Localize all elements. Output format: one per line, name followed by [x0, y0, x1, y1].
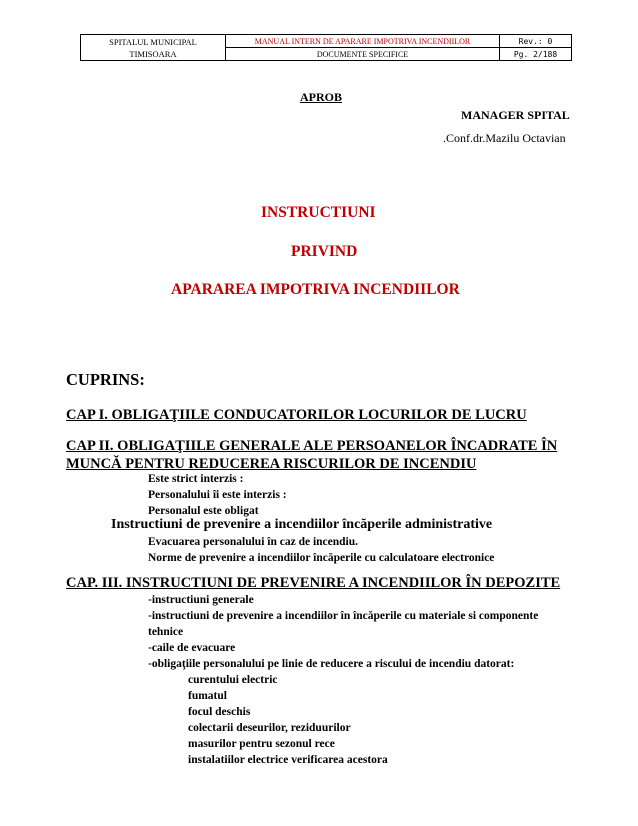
document-type: DOCUMENTE SPECIFICE: [316, 49, 409, 59]
manual-title: MANUAL INTERN DE APARARE IMPOTRIVA INCENDIILOR: [226, 35, 499, 48]
toc-item: Personalul este obligat: [148, 505, 259, 517]
toc-subitem: colectarii deseurilor, reziduurilor: [188, 722, 351, 734]
manager-title: MANAGER SPITAL: [461, 108, 570, 122]
page-number: Pg. 2/188: [513, 49, 558, 59]
title-line-2: PRIVIND: [291, 243, 358, 260]
toc-chapter-2-line-1: CAP II. OBLIGAŢIILE GENERALE ALE PERSOANELOR ÎNCADRATE ÎN: [66, 438, 558, 454]
title-line-3: APARAREA IMPOTRIVA INCENDIILOR: [171, 281, 460, 298]
toc-item: tehnice: [148, 626, 184, 638]
title-line-1: INSTRUCTIUNI: [261, 204, 376, 221]
toc-chapter-2-line-2: MUNCĂ PENTRU REDUCEREA RISCURILOR DE INCENDIU: [66, 456, 477, 472]
toc-item: -caile de evacuare: [148, 642, 236, 654]
toc-subitem: masurilor pentru sezonul rece: [188, 738, 335, 750]
toc-item: Personalului îi este interzis :: [148, 489, 287, 501]
hospital-cell: [81, 35, 226, 60]
toc-item: -obligaţiile personalului pe linie de reducere a riscului de incendiu datorat:: [148, 658, 515, 670]
toc-item: Norme de prevenire a incendiilor încăperile cu calculatoare electronice: [148, 552, 495, 564]
toc-subitem: fumatul: [188, 690, 227, 702]
toc-subitem: instalatiilor electrice verificarea acestora: [188, 754, 388, 766]
manual-cell: [226, 35, 500, 60]
toc-item: -instructiuni generale: [148, 594, 254, 606]
hospital-name-line2: TIMISOARA: [129, 48, 177, 59]
toc-subitem: curentului electric: [188, 674, 278, 686]
hospital-name-line1: SPITALUL MUNICIPAL: [109, 36, 197, 47]
toc-heading: CUPRINS:: [66, 370, 145, 389]
toc-item: -instructiuni de prevenire a incendiilor în încăperile cu materiale si componente: [148, 610, 539, 622]
approval-label: APROB: [300, 90, 342, 104]
toc-chapter-1: CAP I. OBLIGAŢIILE CONDUCATORILOR LOCURILOR DE LUCRU: [66, 407, 527, 423]
toc-item: Este strict interzis :: [148, 473, 244, 485]
document-header: [80, 34, 572, 61]
toc-chapter-3: CAP. III. INSTRUCTIUNI DE PREVENIRE A INCENDIILOR ÎN DEPOZITE: [66, 575, 561, 591]
manager-name: .Conf.dr.Mazilu Octavian: [443, 131, 566, 145]
toc-subitem: focul deschis: [188, 706, 251, 718]
revision-number: Rev.: 0: [500, 35, 571, 48]
toc-subheading: Instructiuni de prevenire a incendiilor încăperile administrative: [111, 517, 493, 532]
revision-cell: [500, 35, 571, 60]
toc-item: Evacuarea personalului în caz de incendiu.: [148, 536, 359, 548]
